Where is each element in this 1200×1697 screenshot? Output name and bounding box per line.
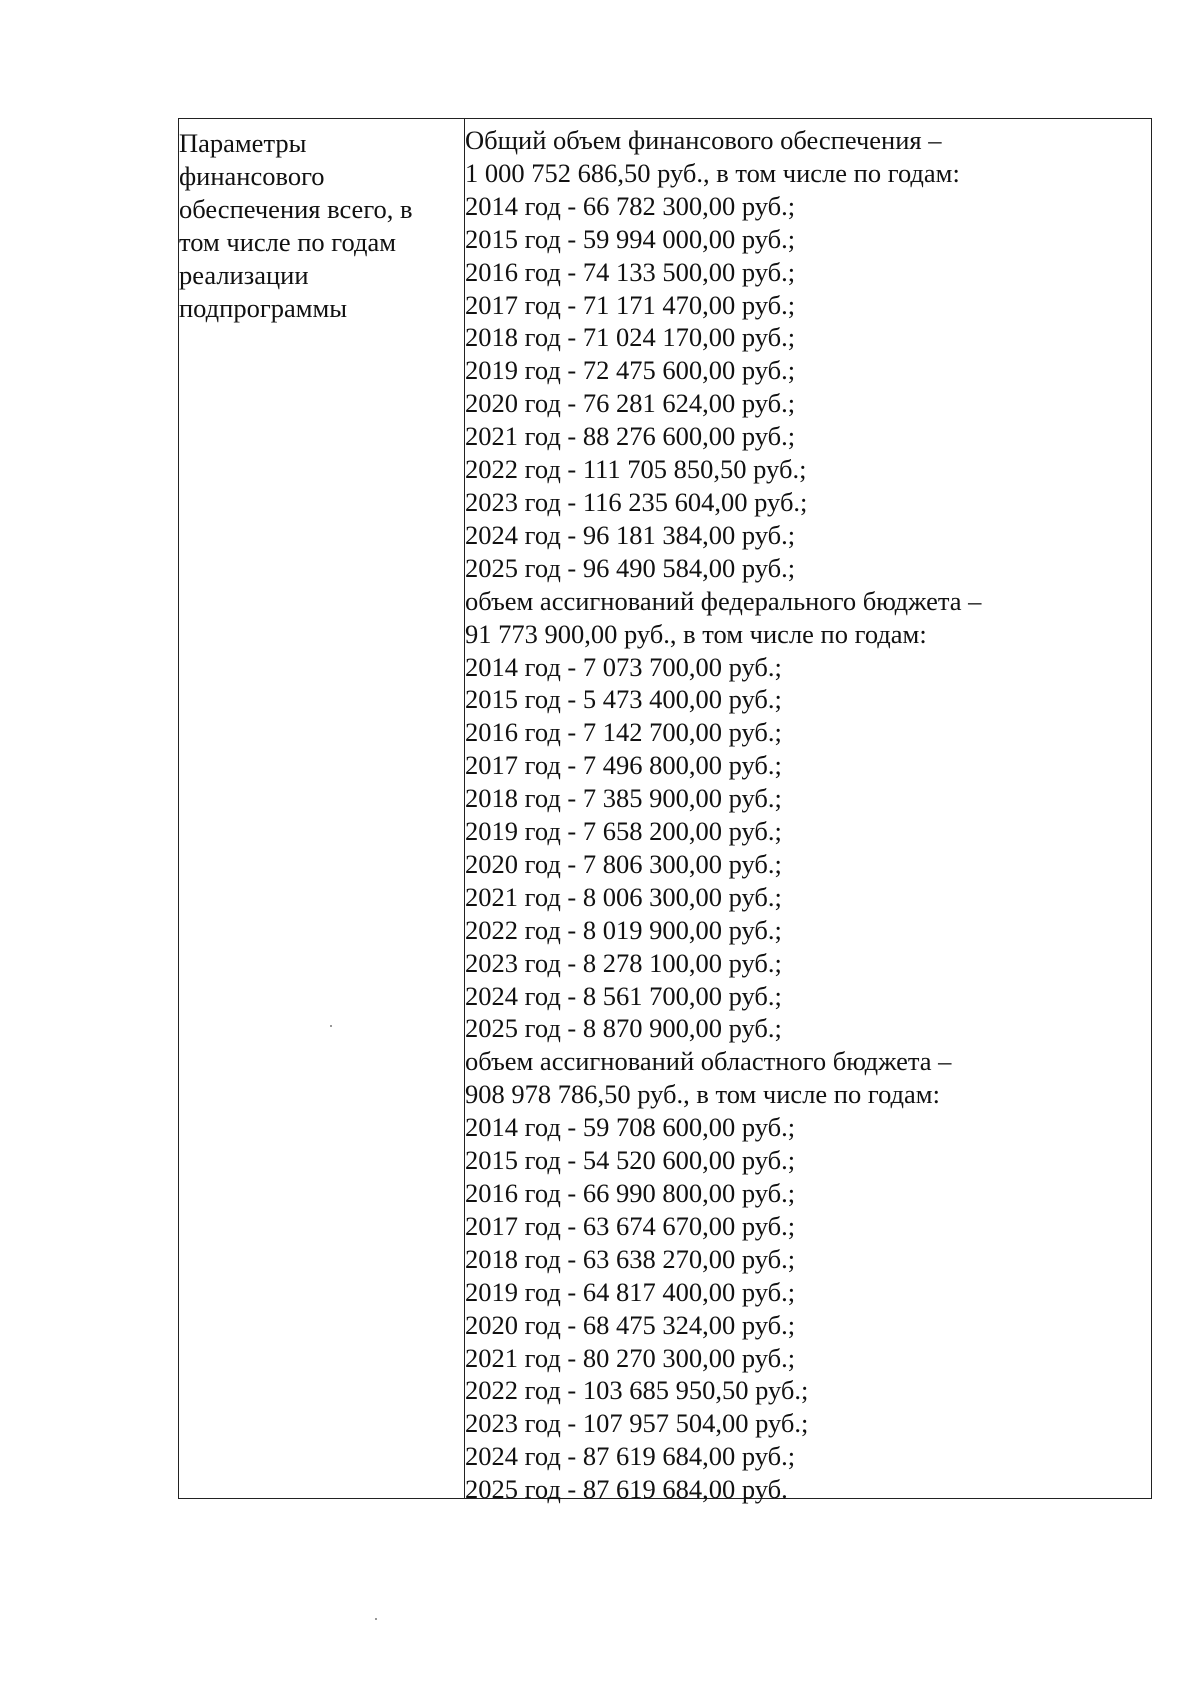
funding-line: объем ассигнований областного бюджета – bbox=[465, 1046, 952, 1077]
funding-line: 2018 год - 7 385 900,00 руб.; bbox=[465, 783, 782, 814]
funding-line: 2017 год - 63 674 670,00 руб.; bbox=[465, 1210, 796, 1241]
parameter-label-line: реализации bbox=[179, 259, 309, 290]
funding-line: 2015 год - 54 520 600,00 руб.; bbox=[465, 1145, 796, 1176]
funding-line: 2015 год - 5 473 400,00 руб.; bbox=[465, 684, 782, 715]
parameter-name-cell bbox=[179, 119, 465, 1498]
funding-line: 2015 год - 59 994 000,00 руб.; bbox=[465, 223, 796, 254]
funding-line: 2020 год - 76 281 624,00 руб.; bbox=[465, 388, 796, 419]
funding-line: 2017 год - 7 496 800,00 руб.; bbox=[465, 750, 782, 781]
funding-line: 2021 год - 88 276 600,00 руб.; bbox=[465, 421, 796, 452]
funding-line: 2016 год - 7 142 700,00 руб.; bbox=[465, 717, 782, 748]
financing-parameters-table bbox=[178, 118, 1152, 1505]
parameter-label-line: Параметры bbox=[179, 128, 307, 158]
funding-line: 2022 год - 103 685 950,50 руб.; bbox=[465, 1375, 809, 1406]
funding-line: 2018 год - 71 024 170,00 руб.; bbox=[465, 322, 796, 353]
funding-line: 2022 год - 111 705 850,50 руб.; bbox=[465, 454, 807, 485]
funding-line: 2023 год - 107 957 504,00 руб.; bbox=[465, 1408, 809, 1439]
funding-line: 2024 год - 96 181 384,00 руб.; bbox=[465, 519, 796, 550]
funding-line: 2014 год - 59 708 600,00 руб.; bbox=[465, 1112, 796, 1143]
parameter-label-line: подпрограммы bbox=[179, 292, 348, 323]
parameter-label-line: том числе по годам bbox=[179, 226, 397, 257]
funding-line: 2017 год - 71 171 470,00 руб.; bbox=[465, 289, 796, 320]
funding-line: 2014 год - 66 782 300,00 руб.; bbox=[465, 190, 796, 221]
funding-line: 2025 год - 96 490 584,00 руб.; bbox=[465, 552, 796, 583]
funding-line: Общий объем финансового обеспечения – bbox=[465, 125, 942, 155]
funding-line: 2021 год - 8 006 300,00 руб.; bbox=[465, 881, 782, 912]
scan-speck bbox=[375, 1618, 377, 1620]
funding-line: 2022 год - 8 019 900,00 руб.; bbox=[465, 914, 782, 945]
parameter-label-line: финансового bbox=[179, 160, 325, 191]
funding-line: 2016 год - 74 133 500,00 руб.; bbox=[465, 256, 796, 287]
funding-line: 2020 год - 7 806 300,00 руб.; bbox=[465, 848, 782, 879]
funding-line: 2023 год - 8 278 100,00 руб.; bbox=[465, 947, 782, 978]
funding-line: 2024 год - 8 561 700,00 руб.; bbox=[465, 980, 782, 1011]
scan-speck bbox=[330, 1025, 332, 1027]
funding-line: объем ассигнований федерального бюджета – bbox=[465, 585, 982, 616]
funding-line: 91 773 900,00 руб., в том числе по годам: bbox=[465, 618, 927, 649]
funding-line: 2023 год - 116 235 604,00 руб.; bbox=[465, 486, 808, 517]
funding-line: 2025 год - 8 870 900,00 руб.; bbox=[465, 1013, 782, 1044]
funding-line: 2019 год - 7 658 200,00 руб.; bbox=[465, 816, 782, 847]
funding-line: 1 000 752 686,50 руб., в том числе по годам: bbox=[465, 157, 960, 188]
funding-line: 2019 год - 64 817 400,00 руб.; bbox=[465, 1276, 796, 1307]
funding-line: 2024 год - 87 619 684,00 руб.; bbox=[465, 1441, 796, 1472]
parameter-label-line: обеспечения всего, в bbox=[179, 193, 413, 224]
funding-line: 908 978 786,50 руб., в том числе по годам: bbox=[465, 1079, 940, 1110]
funding-line: 2020 год - 68 475 324,00 руб.; bbox=[465, 1309, 796, 1340]
funding-line: 2025 год - 87 619 684,00 руб. bbox=[465, 1474, 788, 1505]
funding-line: 2016 год - 66 990 800,00 руб.; bbox=[465, 1178, 796, 1208]
funding-line: 2014 год - 7 073 700,00 руб.; bbox=[465, 651, 782, 682]
funding-line: 2019 год - 72 475 600,00 руб.; bbox=[465, 355, 796, 386]
funding-line: 2021 год - 80 270 300,00 руб.; bbox=[465, 1342, 796, 1373]
funding-line: 2018 год - 63 638 270,00 руб.; bbox=[465, 1243, 796, 1274]
parameter-value-cell bbox=[465, 119, 1151, 1505]
